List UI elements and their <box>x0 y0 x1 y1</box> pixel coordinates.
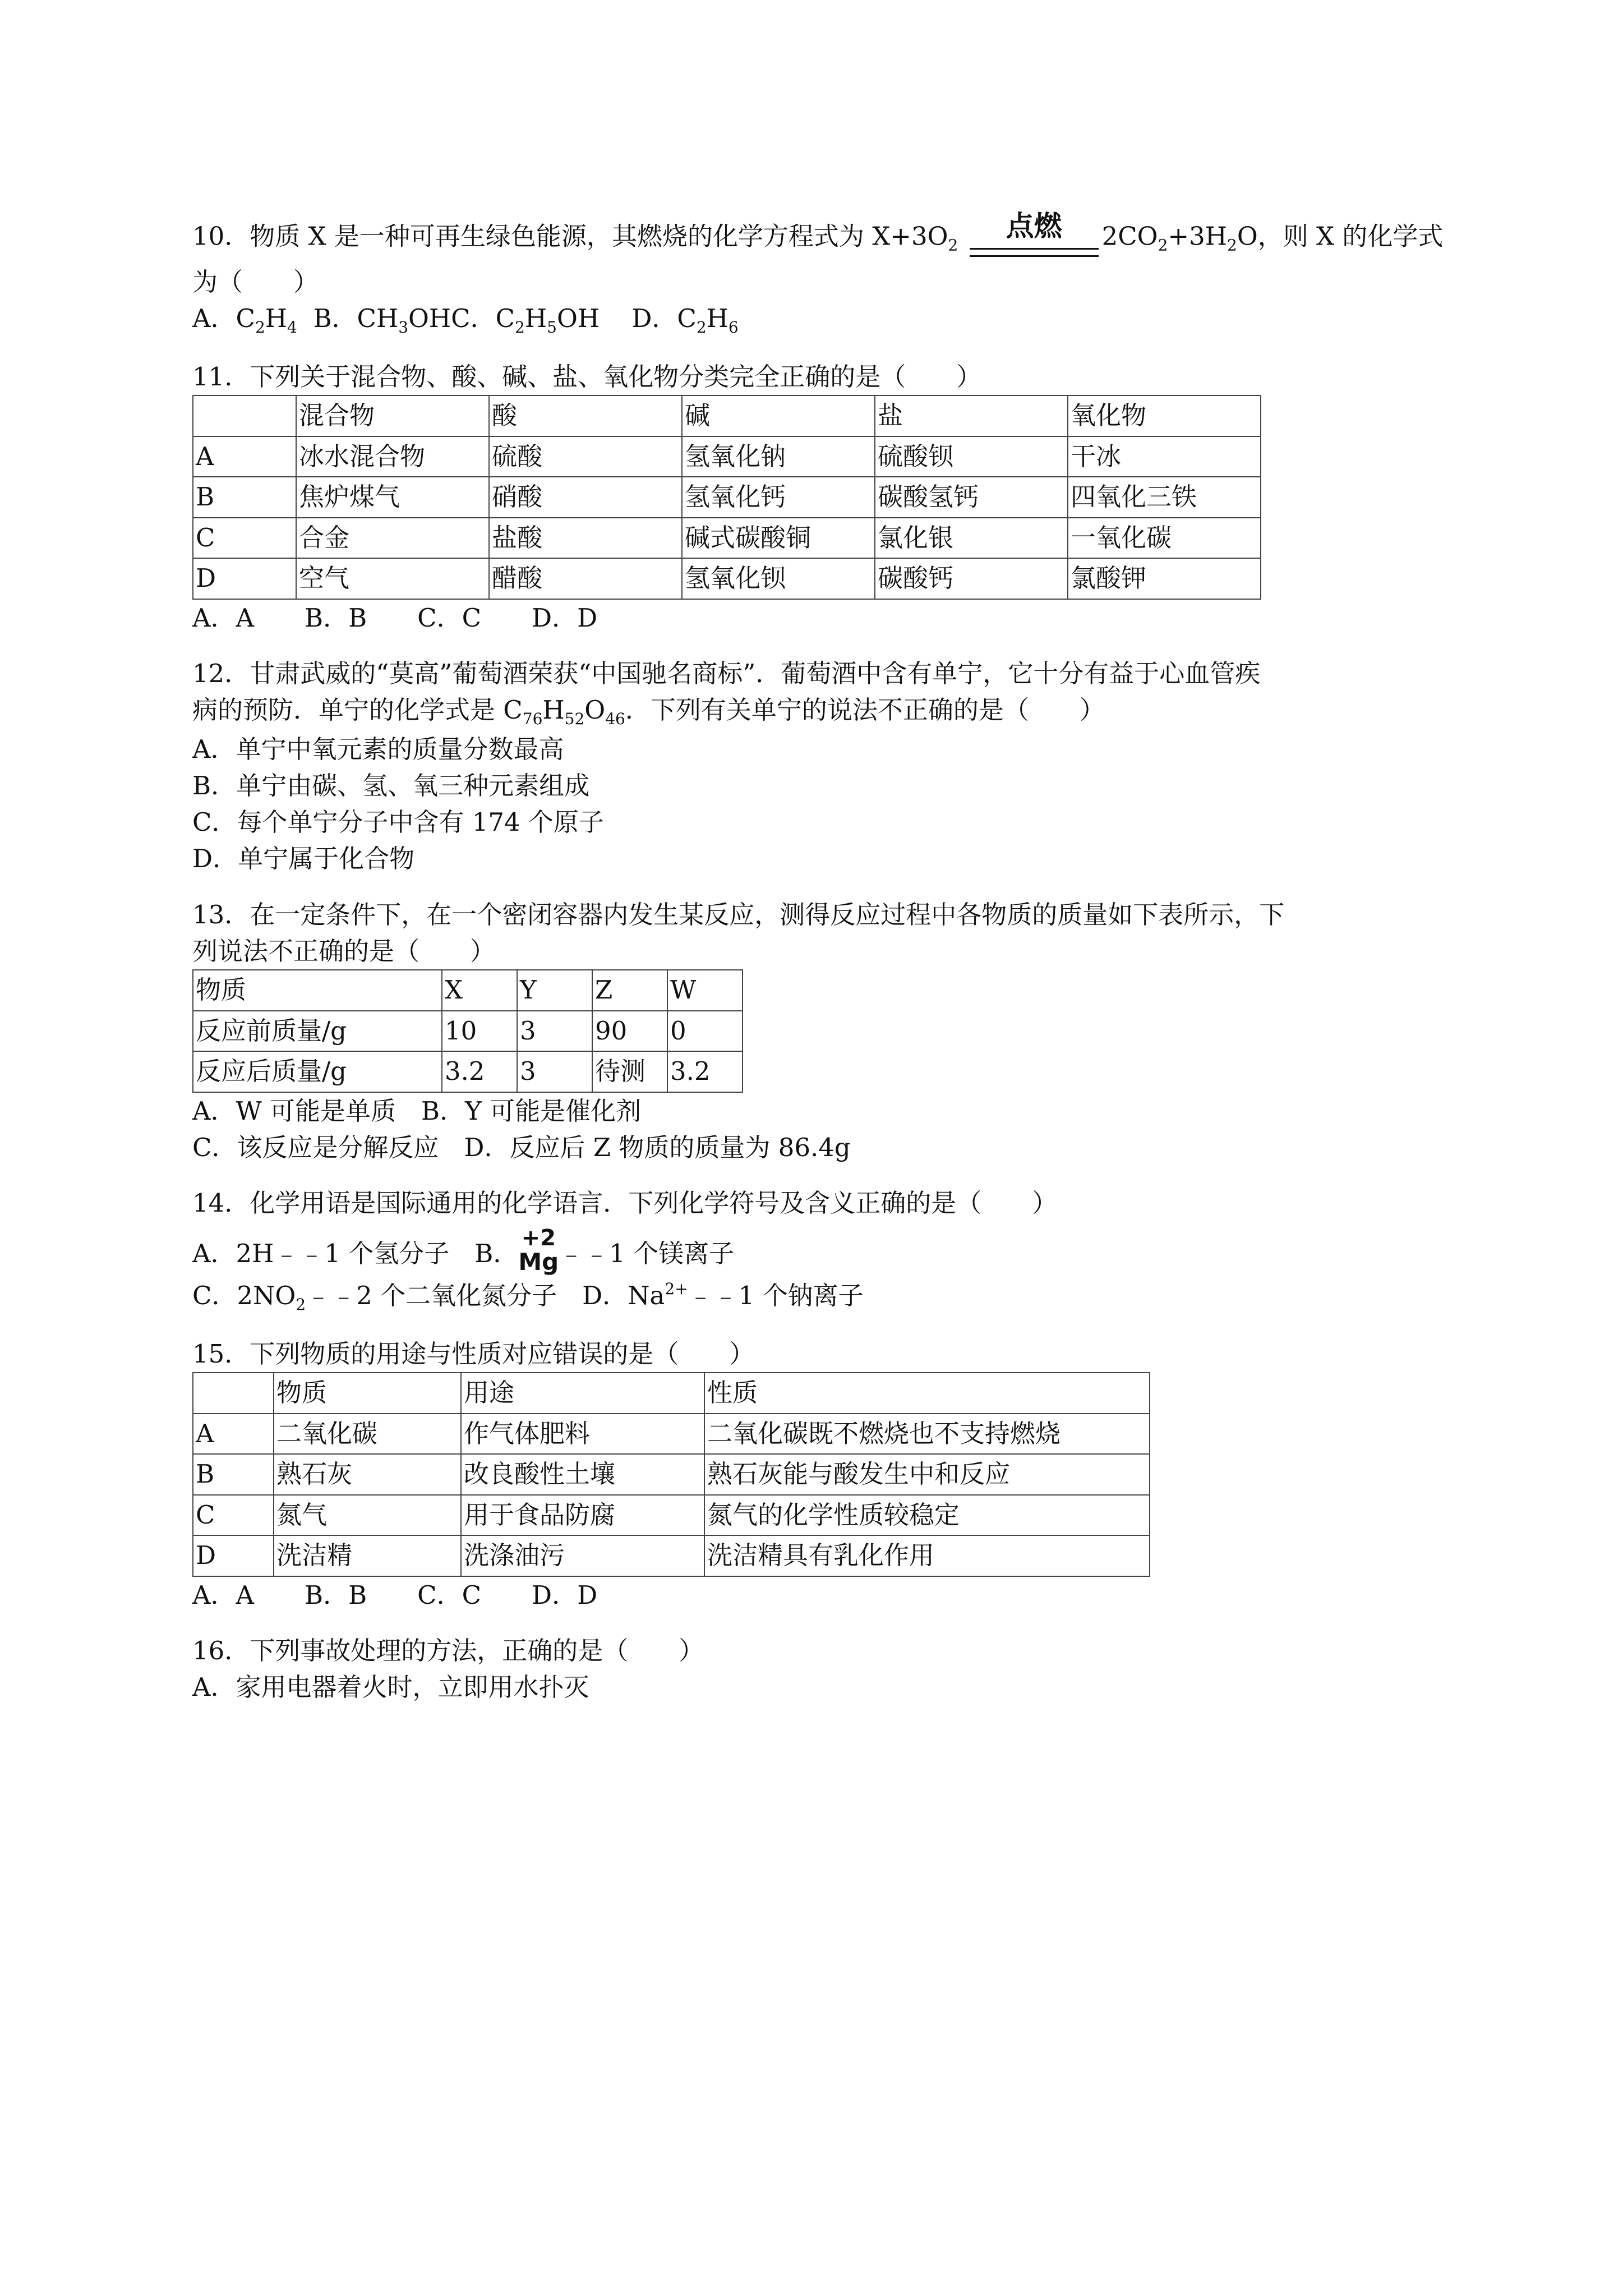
reaction-condition-arrow <box>970 210 1099 264</box>
table-row: A 二氧化碳 作气体肥料 二氧化碳既不燃烧也不支持燃烧 <box>193 1414 1150 1455</box>
table-row: B 熟石灰 改良酸性土壤 熟石灰能与酸发生中和反应 <box>193 1454 1150 1495</box>
question-13: 13．在一定条件下，在一个密闭容器内发生某反应，测得反应过程中各物质的质量如下表所示，下 列说法不正确的是（ ） 物质 X Y Z W 反应前质量/g 10 3 90 0 反应后质量/g 3.2 3 待测 3.2 A．W 可能是单质 B．Y 可能是催化剂 C．该反应是分解反应 D．反应后 Z 物质的质量为 86.4g <box>192 899 1285 1162</box>
option-c: C．每个单宁分子中含有 174 个原子 <box>192 807 604 838</box>
question-15: 15．下列物质的用途与性质对应错误的是（ ） 物质 用途 性质 A 二氧化碳 作气体肥料 二氧化碳既不燃烧也不支持燃烧 B 熟石灰 改良酸性土壤 熟石灰能与酸发生中和反应 C 氮气 用于食品防腐 氮气的化学性质较稳定 D 洗洁精 洗涤油污 洗洁精具有乳化作用 A．A B．B C．C D．D <box>192 1336 1449 1613</box>
question-10-line1: 10．物质 X 是一种可再生绿色能源，其燃烧的化学方程式为 $X+3O_2$ 点燃 $2CO_2+3H_2O$，则 X 的化学式 <box>192 213 1449 264</box>
option-b: B．单宁由碳、氢、氧三种元素组成 <box>192 770 590 800</box>
question-16: 16．下列事故处理的方法，正确的是（ ） A．家用电器着火时，立即用水扑灭 <box>192 1632 1449 1706</box>
question-14: 14．化学用语是国际通用的化学语言．下列化学符号及含义正确的是（ ） A．2H﹣﹣1 个氢分子 B． +2 Mg﹣﹣1 个镁离子 C．$2NO_2﹣﹣2$ 个二氧化氮分子 D．$Na^{2+}﹣﹣1$ 个钠离子 <box>192 1188 1058 1314</box>
document-page <box>192 210 1449 1725</box>
question-12: 12．甘肃武威的“莫高”葡萄酒荣获“中国驰名商标”．葡萄酒中含有单宁，它十分有益于心血管疾 病的预防．单宁的化学式是 $C_{76}H_{52}O_{46}$．下列有关单宁的说法不正确的是（ ） A．单宁中氧元素的质量分数最高 B．单宁由碳、氢、氧三种元素组成 C．每个单宁分子中含有 174 个原子 D．单宁属于化合物 <box>192 655 1449 877</box>
usage-property-table <box>192 1372 1150 1577</box>
option-d: D．单宁属于化合物 <box>192 844 415 874</box>
table-row: 反应后质量/g 3.2 3 待测 3.2 <box>193 1051 743 1092</box>
mass-table <box>192 969 743 1093</box>
table-row: 物质 用途 性质 <box>193 1373 1150 1414</box>
option-a: A．单宁中氧元素的质量分数最高 <box>192 734 564 764</box>
table-row: 反应前质量/g 10 3 90 0 <box>193 1011 743 1052</box>
question-15-options: A．A B．B C．C D．D <box>192 1580 598 1610</box>
option-a: A．家用电器着火时，立即用水扑灭 <box>192 1672 589 1703</box>
condition-label: 点燃 <box>1006 210 1062 242</box>
table-header-row: 混合物 酸 碱 盐 氧化物 <box>193 395 1261 436</box>
table-row: C 合金 盐酸 碱式碳酸铜 氯化银 一氧化碳 <box>193 518 1261 559</box>
table-row: B 焦炉煤气 硝酸 氢氧化钙 碳酸氢钙 四氧化三铁 <box>193 477 1261 518</box>
magnesium-valence-symbol: +2 Mg <box>518 1225 559 1276</box>
table-row: D 空气 醋酸 氢氧化钡 碳酸钙 氯酸钾 <box>193 558 1261 599</box>
question-11-options: A．A B．B C．C D．D <box>192 602 598 633</box>
table-row: D 洗洁精 洗涤油污 洗洁精具有乳化作用 <box>193 1535 1150 1576</box>
classification-table <box>192 395 1261 600</box>
question-11-stem: 11．下列关于混合物、酸、碱、盐、氧化物分类完全正确的是（ ） <box>192 361 982 392</box>
table-row: 物质 X Y Z W <box>193 970 743 1011</box>
question-10 <box>192 210 1449 339</box>
question-11 <box>192 358 1449 636</box>
table-row: A 冰水混合物 硫酸 氢氧化钠 硫酸钡 干冰 <box>193 436 1261 477</box>
question-10-options: A．$C_2H_4$ B．$CH_3OHC$．$C_2H_5OH$ D．$C_2H_6$ <box>192 303 739 337</box>
table-row: C 氮气 用于食品防腐 氮气的化学性质较稳定 <box>193 1495 1150 1536</box>
question-10-line2: 为（ ） <box>192 267 319 297</box>
